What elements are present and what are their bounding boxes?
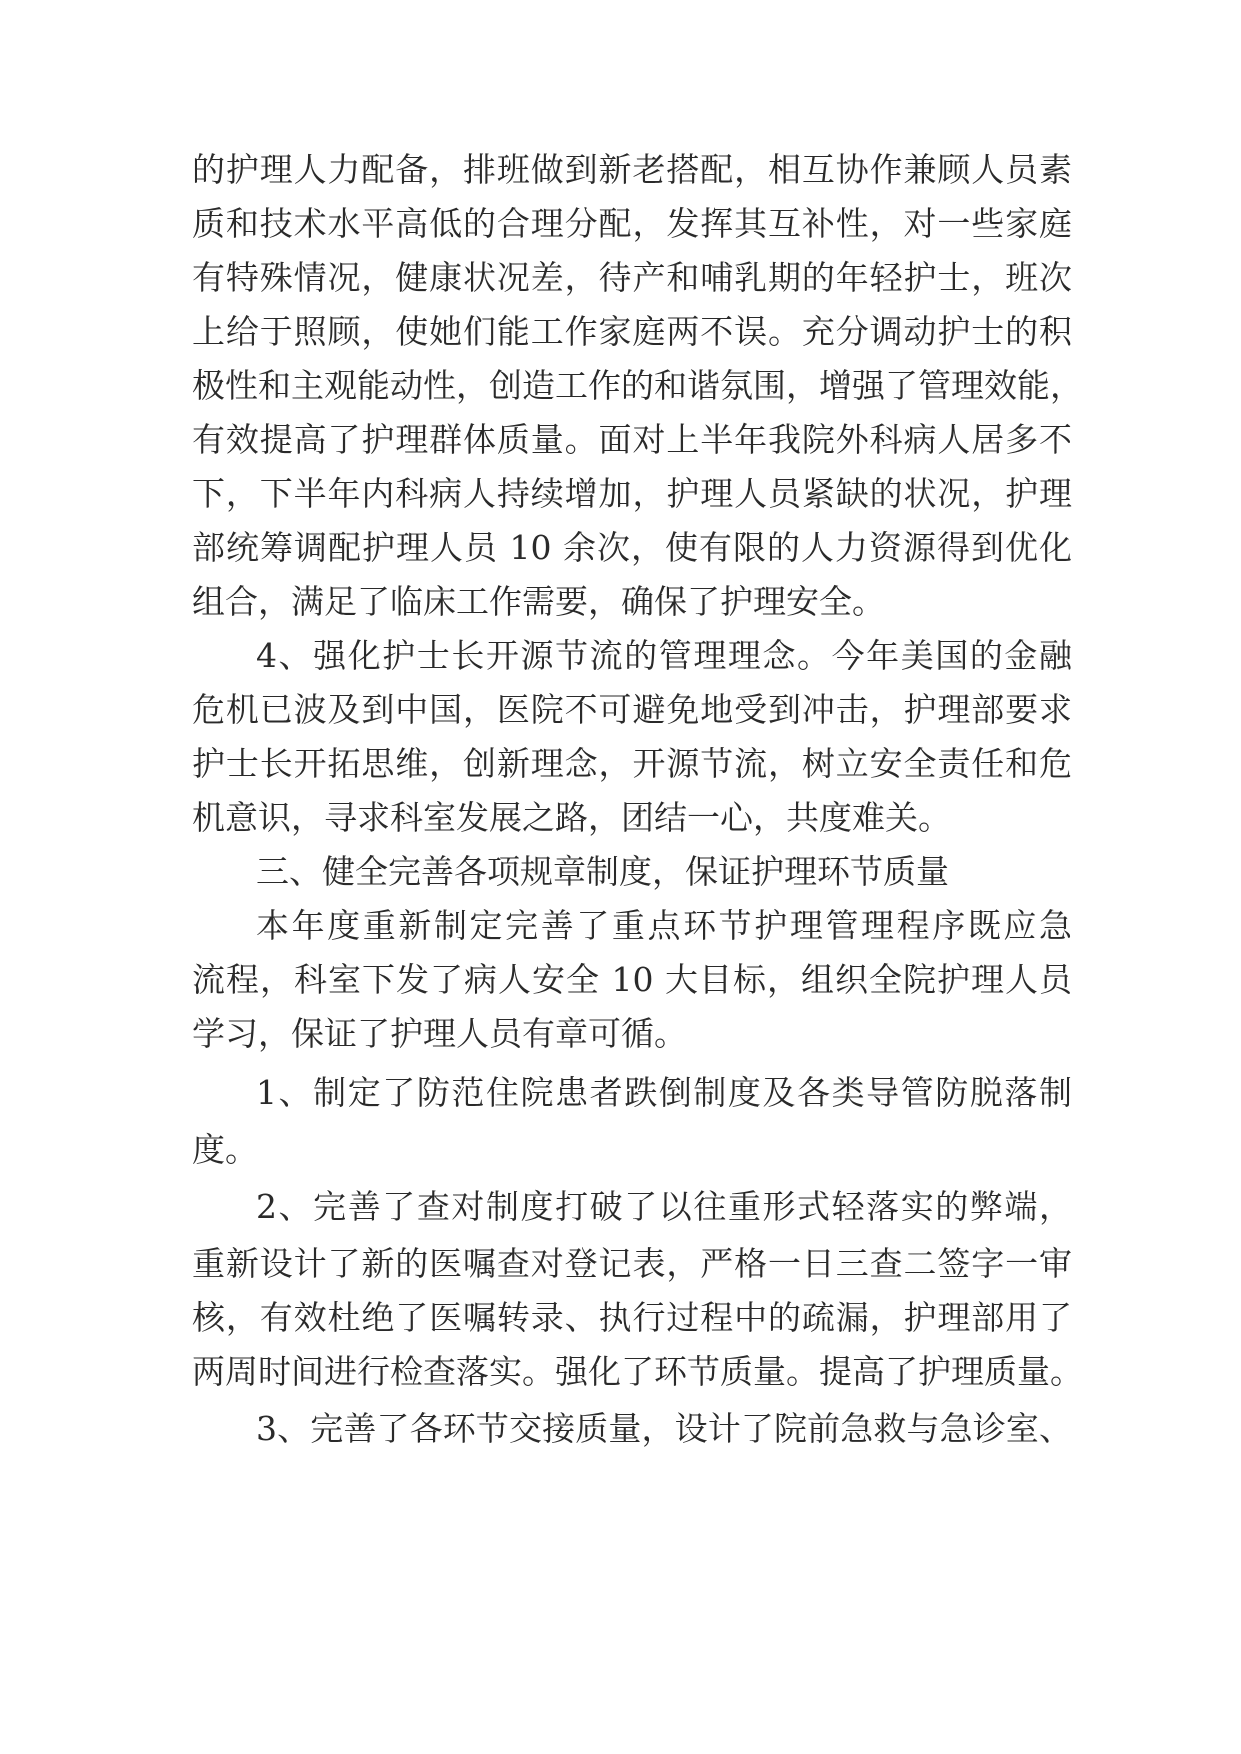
text-line: 下，下半年内科病人持续增加，护理人员紧缺的状况，护理 (192, 474, 1072, 513)
text-line: 核，有效杜绝了医嘱转录、执行过程中的疏漏，护理部用了 (192, 1298, 1072, 1337)
text-line: 的护理人力配备，排班做到新老搭配，相互协作兼顾人员素 (192, 150, 1072, 189)
text-line: 部统筹调配护理人员 10 余次，使有限的人力资源得到优化 (192, 528, 1072, 567)
text-line: 3、完善了各环节交接质量，设计了院前急救与急诊室、 (256, 1409, 1072, 1448)
text-line: 2、完善了查对制度打破了以往重形式轻落实的弊端， (256, 1187, 1072, 1226)
text-line: 两周时间进行检查落实。强化了环节质量。提高了护理质量。 (192, 1352, 1083, 1391)
text-line: 有特殊情况，健康状况差，待产和哺乳期的年轻护士，班次 (192, 258, 1072, 297)
text-line: 本年度重新制定完善了重点环节护理管理程序既应急 (256, 906, 1072, 945)
text-line: 重新设计了新的医嘱查对登记表，严格一日三查二签字一审 (192, 1244, 1072, 1283)
text-line: 危机已波及到中国，医院不可避免地受到冲击，护理部要求 (192, 690, 1072, 729)
text-line: 组合，满足了临床工作需要，确保了护理安全。 (192, 582, 885, 621)
text-line: 1、制定了防范住院患者跌倒制度及各类导管防脱落制 (256, 1073, 1072, 1112)
text-line: 流程，科室下发了病人安全 10 大目标，组织全院护理人员 (192, 960, 1072, 999)
text-line: 学习，保证了护理人员有章可循。 (192, 1014, 687, 1053)
text-line: 上给于照顾，使她们能工作家庭两不误。充分调动护士的积 (192, 312, 1072, 351)
text-line: 质和技术水平高低的合理分配，发挥其互补性，对一些家庭 (192, 204, 1072, 243)
text-line: 护士长开拓思维，创新理念，开源节流，树立安全责任和危 (192, 744, 1072, 783)
text-line: 机意识，寻求科室发展之路，团结一心，共度难关。 (192, 798, 951, 837)
text-line: 有效提高了护理群体质量。面对上半年我院外科病人居多不 (192, 420, 1072, 459)
section-heading: 三、健全完善各项规章制度，保证护理环节质量 (256, 852, 949, 891)
text-line: 4、强化护士长开源节流的管理理念。今年美国的金融 (256, 636, 1072, 675)
text-line: 度。 (192, 1130, 258, 1169)
text-line: 极性和主观能动性，创造工作的和谐氛围，增强了管理效能， (192, 366, 1083, 405)
